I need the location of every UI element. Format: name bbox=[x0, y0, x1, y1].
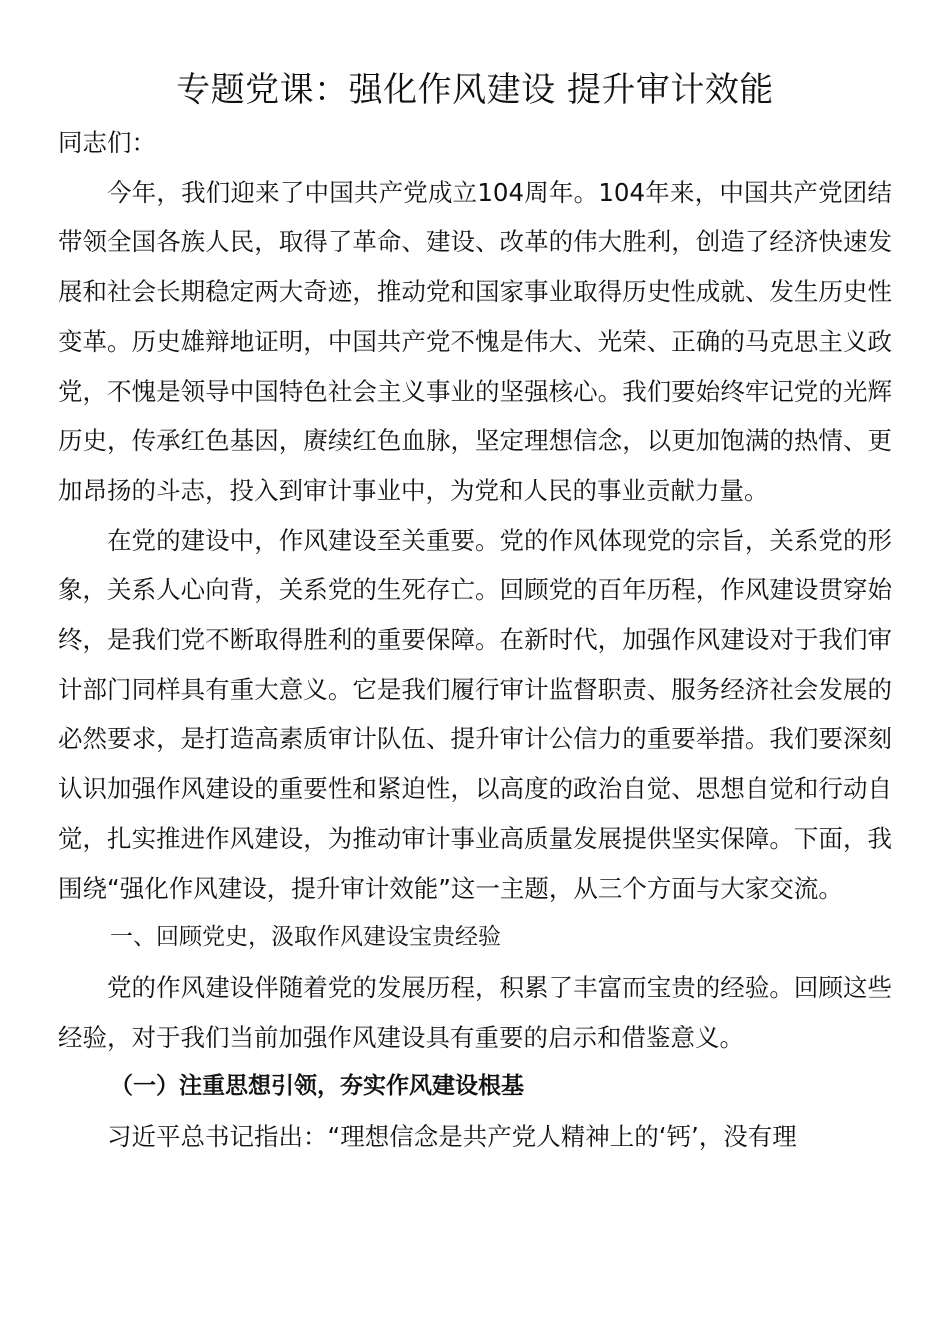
section-1-heading: 一、回顾党史，汲取作风建设宝贵经验 bbox=[110, 924, 501, 951]
section-1-paragraph: 党的作风建设伴随着党的发展历程，积累了丰富而宝贵的经验。回顾这些经验，对于我们当前加强作风建设具有重要的启示和借鉴意义。 bbox=[58, 972, 892, 1052]
document-page bbox=[58, 62, 892, 1162]
subsection-1-paragraph: 习近平总书记指出：“理想信念是共产党人精神上的‘钙’，没有理 bbox=[107, 1122, 797, 1152]
intro-paragraph-2: 在党的建设中，作风建设至关重要。党的作风体现党的宗旨，关系党的形象，关系人心向背，关系党的生死存亡。回顾党的百年历程，作风建设贯穿始终，是我们党不断取得胜利的重要保障。在新时代，加强作风建设对于我们审计部门同样具有重大意义。它是我们履行审计监督职责、服务经济社会发展的必然要求，是打造高素质审计队伍、提升审计公信力的重要举措。我们要深刻认识加强作风建设的重要性和紧迫性，以高度的政治自觉、思想自觉和行动自觉，扎实推进作风建设，为推动审计事业高质量发展提供坚实保障。下面，我围绕“强化作风建设，提升审计效能”这一主题，从三个方面与大家交流。 bbox=[58, 525, 892, 903]
intro-paragraph-1: 今年，我们迎来了中国共产党成立104周年。104年来，中国共产党团结带领全国各族人民，取得了革命、建设、改革的伟大胜利，创造了经济快速发展和社会长期稳定两大奇迹，推动党和国家事业取得历史性成就、发生历史性变革。历史雄辩地证明，中国共产党不愧是伟大、光荣、正确的马克思主义政党，不愧是领导中国特色社会主义事业的坚强核心。我们要始终牢记党的光辉历史，传承红色基因，赓续红色血脉，坚定理想信念，以更加饱满的热情、更加昂扬的斗志，投入到审计事业中，为党和人民的事业贡献力量。 bbox=[58, 177, 892, 505]
salutation: 同志们： bbox=[58, 128, 156, 157]
subsection-1-heading: （一）注重思想引领，夯实作风建设根基 bbox=[110, 1073, 524, 1100]
document-title: 专题党课：强化作风建设 提升审计效能 bbox=[176, 70, 774, 110]
